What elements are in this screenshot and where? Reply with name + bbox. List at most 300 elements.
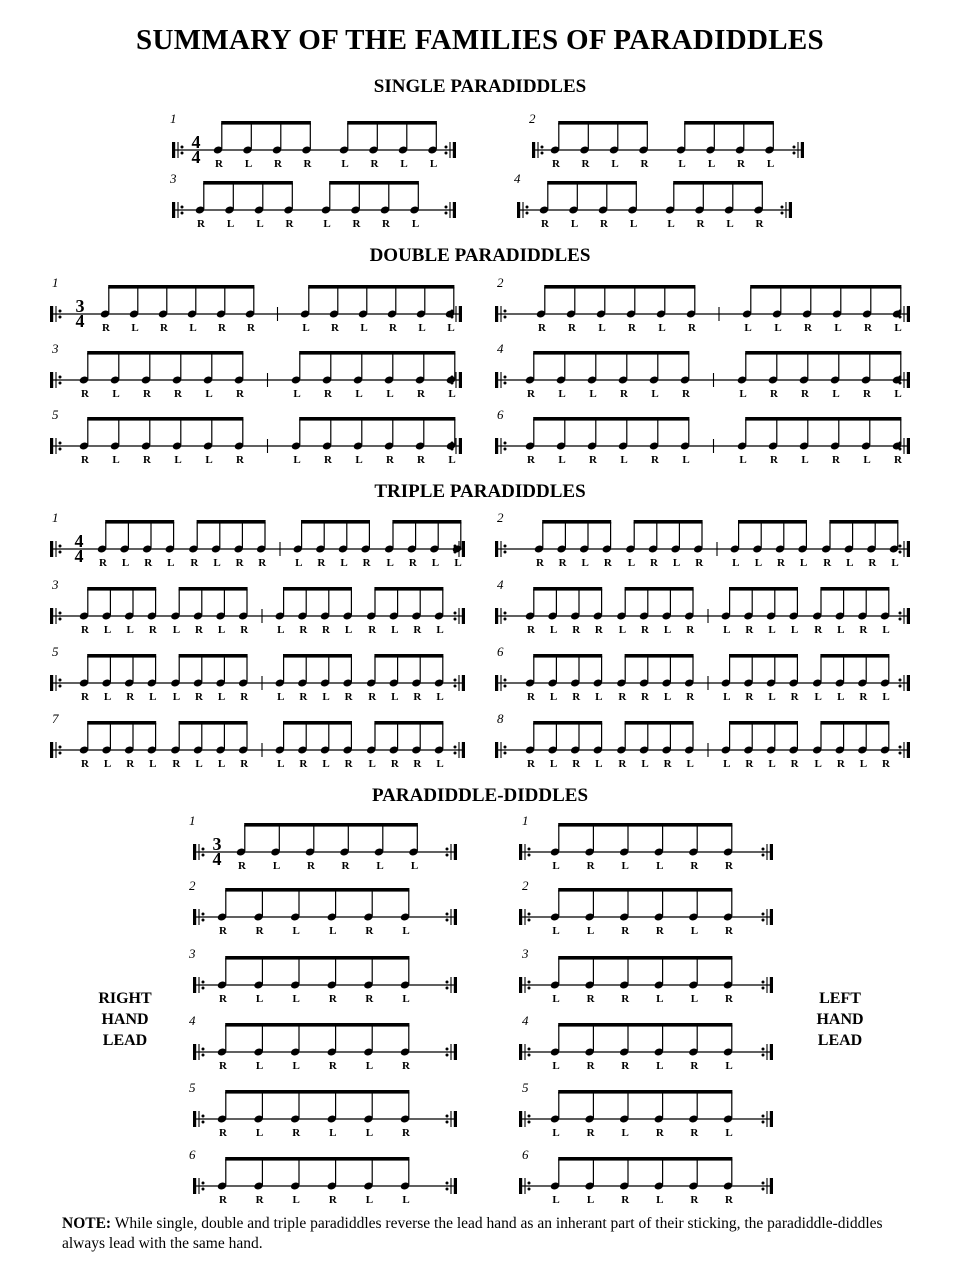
repeat-dot — [762, 848, 765, 851]
repeat-dot — [504, 376, 507, 379]
exercise-number: 4 — [497, 577, 504, 592]
sticking-letter: R — [527, 758, 535, 770]
sticking-letter: R — [328, 1060, 337, 1072]
sticking-letter: L — [295, 557, 303, 569]
beam — [533, 351, 689, 355]
exercise-pdd-right-5 — [189, 1080, 457, 1139]
sticking-letter: R — [365, 993, 374, 1005]
repeat-dot — [446, 848, 449, 851]
sticking-letter: L — [402, 1194, 410, 1206]
repeat-dot — [762, 854, 765, 857]
repeat-dot — [454, 612, 457, 615]
sticking-letter: L — [589, 388, 597, 400]
sticking-letter: L — [726, 218, 734, 230]
sticking-letter: L — [386, 557, 394, 569]
repeat-dot — [446, 1115, 449, 1118]
repeat-dot — [202, 1182, 205, 1185]
repeat-dot — [793, 146, 796, 149]
sticking-letter: L — [402, 993, 410, 1005]
sticking-letter: R — [572, 624, 581, 636]
exercise-triple-5 — [50, 644, 465, 703]
exercise-double-3 — [50, 341, 462, 400]
beam — [87, 654, 156, 658]
beam — [558, 956, 732, 960]
sticking-letter: L — [656, 993, 664, 1005]
beam — [625, 721, 694, 725]
repeat-dot — [202, 987, 205, 990]
sticking-letter: L — [365, 1194, 374, 1206]
end-repeat-thick-bar — [789, 202, 792, 218]
sticking-letter: R — [81, 388, 89, 400]
sticking-letter: L — [149, 691, 157, 703]
repeat-dot — [762, 1054, 765, 1057]
exercise-pdd-right-3 — [188, 946, 457, 1005]
sticking-letter: L — [244, 158, 253, 170]
end-repeat-thick-bar — [454, 977, 457, 993]
sticking-letter: R — [804, 322, 812, 334]
sticking-letter: R — [618, 758, 627, 770]
sticking-letter: L — [627, 557, 636, 569]
exercise-number: 2 — [522, 878, 529, 893]
sticking-letter: R — [143, 388, 151, 400]
start-repeat-thick-bar — [519, 977, 522, 993]
repeat-dot — [59, 448, 62, 451]
sticking-letter: R — [299, 624, 308, 636]
sticking-letter: L — [882, 691, 890, 703]
sticking-letter: L — [552, 1060, 560, 1072]
sticking-letter: L — [814, 758, 822, 770]
page-title: SUMMARY OF THE FAMILIES OF PARADIDDLES — [136, 24, 824, 56]
repeat-dot — [202, 1048, 205, 1051]
start-repeat-thick-bar — [532, 142, 535, 158]
sticking-letter: L — [611, 158, 619, 170]
sticking-letter: L — [277, 624, 285, 636]
sticking-letter: L — [255, 1060, 264, 1072]
repeat-dot — [528, 1054, 531, 1057]
beam — [673, 181, 763, 185]
repeat-dot — [762, 1188, 765, 1191]
exercise-number: 3 — [522, 946, 529, 961]
sticking-letter: L — [329, 1127, 337, 1139]
beam — [329, 181, 419, 185]
sticking-letter: R — [541, 218, 549, 230]
start-repeat-thick-bar — [193, 844, 196, 860]
sticking-letter: L — [103, 758, 112, 770]
repeat-dot — [899, 612, 902, 615]
beam — [533, 587, 602, 591]
exercise-single-3 — [169, 171, 456, 230]
exercise-number: 5 — [52, 407, 59, 422]
sticking-letter: L — [754, 557, 763, 569]
repeat-dot — [504, 752, 507, 755]
exercise-triple-6 — [495, 644, 910, 703]
sticking-letter: R — [370, 158, 379, 170]
exercise-number: 1 — [522, 813, 529, 828]
repeat-dot — [59, 442, 62, 445]
sticking-letter: R — [417, 454, 425, 466]
repeat-dot — [528, 987, 531, 990]
sticking-letter: L — [618, 624, 627, 636]
exercise-number: 2 — [497, 275, 504, 290]
repeat-dot — [181, 146, 184, 149]
repeat-dot — [59, 685, 62, 688]
sticking-letter: L — [725, 1060, 733, 1072]
sticking-letter: L — [174, 454, 182, 466]
repeat-dot — [528, 1048, 531, 1051]
repeat-dot — [528, 1182, 531, 1185]
sticking-letter: L — [323, 218, 331, 230]
exercise-pdd-left-3 — [519, 946, 773, 1005]
sticking-letter: R — [801, 388, 809, 400]
repeat-dot — [504, 310, 507, 313]
repeat-dot — [181, 206, 184, 209]
beam — [392, 520, 461, 524]
sticking-letter: L — [744, 322, 752, 334]
sticking-letter: L — [391, 624, 399, 636]
sticking-letter: R — [737, 158, 745, 170]
time-signature-bottom: 4 — [191, 147, 201, 167]
sticking-letter: L — [595, 758, 603, 770]
exercise-triple-4 — [495, 577, 910, 636]
sticking-letter: L — [656, 860, 664, 872]
start-repeat-thick-bar — [519, 1111, 522, 1127]
repeat-dot — [528, 981, 531, 984]
sticking-letter: R — [695, 557, 704, 569]
repeat-dot — [762, 1182, 765, 1185]
sticking-letter: L — [112, 388, 120, 400]
sticking-letter: L — [213, 557, 221, 569]
exercise-number: 4 — [497, 341, 504, 356]
time-signature-top: 4 — [74, 531, 84, 551]
repeat-dot — [781, 206, 784, 209]
beam — [347, 121, 437, 125]
exercise-number: 6 — [497, 644, 504, 659]
repeat-dot — [504, 448, 507, 451]
sticking-letter: R — [618, 691, 627, 703]
beam — [301, 520, 370, 524]
beam — [221, 121, 311, 125]
sticking-letter: L — [329, 925, 337, 937]
start-repeat-thick-bar — [193, 1178, 196, 1194]
sticking-letter: R — [417, 388, 425, 400]
end-repeat-thick-bar — [462, 675, 465, 691]
repeat-dot — [59, 679, 62, 682]
end-repeat-thick-bar — [770, 844, 773, 860]
beam — [820, 654, 889, 658]
exercise-number: 8 — [497, 711, 504, 726]
section-title-single: SINGLE PARADIDDLES — [373, 76, 587, 97]
sticking-letter: L — [131, 322, 139, 334]
repeat-dot — [528, 1188, 531, 1191]
sticking-letter: L — [663, 691, 672, 703]
exercise-number: 4 — [514, 171, 521, 186]
sticking-letter: R — [663, 758, 672, 770]
beam — [374, 721, 443, 725]
beam — [729, 587, 798, 591]
repeat-dot — [59, 376, 62, 379]
sticking-letter: R — [390, 758, 399, 770]
sticking-letter: R — [81, 624, 89, 636]
start-repeat-thick-bar — [519, 1178, 522, 1194]
sticking-letter: R — [725, 925, 733, 937]
sticking-letter: L — [365, 1127, 374, 1139]
repeat-dot — [504, 685, 507, 688]
sticking-letter: R — [328, 993, 337, 1005]
sticking-letter: R — [386, 454, 394, 466]
beam — [87, 721, 156, 725]
sticking-letter: L — [360, 322, 368, 334]
sticking-letter: R — [655, 1127, 664, 1139]
sticking-letter: R — [859, 691, 868, 703]
sticking-letter: R — [868, 557, 877, 569]
sticking-letter: L — [814, 691, 822, 703]
sticking-letter: L — [205, 454, 213, 466]
end-repeat-thick-bar — [453, 142, 456, 158]
beam — [299, 351, 455, 355]
exercise-number: 5 — [52, 644, 59, 659]
beam — [820, 587, 889, 591]
sticking-letter: L — [678, 158, 686, 170]
sticking-letter: L — [256, 218, 264, 230]
sticking-letter: L — [340, 557, 348, 569]
sticking-letter: L — [690, 993, 699, 1005]
end-repeat-thick-bar — [454, 844, 457, 860]
beam — [179, 721, 248, 725]
repeat-dot — [59, 310, 62, 313]
repeat-dot — [528, 919, 531, 922]
beam — [625, 654, 694, 658]
sticking-letter: R — [240, 624, 249, 636]
start-repeat-thick-bar — [50, 675, 53, 691]
repeat-dot — [899, 679, 902, 682]
exercise-single-4 — [514, 171, 792, 230]
exercise-number: 6 — [522, 1147, 529, 1162]
beam — [87, 587, 156, 591]
exercise-double-1 — [50, 275, 462, 334]
left-hand-lead-label: LEFT HAND LEAD — [816, 990, 864, 1049]
sticking-letter: L — [641, 758, 649, 770]
repeat-dot — [793, 152, 796, 155]
exercise-number: 2 — [529, 111, 536, 126]
exercise-number: 3 — [189, 946, 196, 961]
sticking-letter: R — [628, 322, 636, 334]
beam — [283, 654, 352, 658]
end-repeat-thick-bar — [454, 1111, 457, 1127]
sticking-letter: R — [641, 691, 649, 703]
sticking-letter: L — [732, 557, 740, 569]
sticking-letter: R — [368, 624, 377, 636]
start-repeat-thick-bar — [50, 306, 53, 322]
beam — [547, 181, 637, 185]
sticking-letter: R — [274, 158, 282, 170]
sticking-letter: R — [536, 557, 544, 569]
sticking-letter: R — [690, 1060, 699, 1072]
start-repeat-thick-bar — [172, 202, 175, 218]
end-repeat-thick-bar — [770, 909, 773, 925]
exercise-number: 4 — [189, 1013, 196, 1028]
sticking-letter: R — [344, 691, 353, 703]
sticking-letter: L — [217, 691, 226, 703]
start-repeat-thick-bar — [495, 675, 498, 691]
repeat-dot — [202, 848, 205, 851]
beam — [558, 1157, 732, 1161]
sticking-letter: L — [595, 691, 603, 703]
end-repeat-thick-bar — [462, 541, 465, 557]
repeat-dot — [445, 146, 448, 149]
sticking-letter: R — [586, 860, 595, 872]
sticking-letter: R — [389, 322, 397, 334]
section-title-double: DOUBLE PARADIDDLES — [369, 245, 591, 266]
repeat-dot — [528, 1115, 531, 1118]
end-repeat-thick-bar — [907, 608, 910, 624]
repeat-dot — [504, 442, 507, 445]
sticking-letter: L — [149, 758, 157, 770]
repeat-dot — [202, 1054, 205, 1057]
sticking-letter: L — [355, 454, 363, 466]
sticking-letter: R — [863, 388, 871, 400]
exercise-number: 4 — [522, 1013, 529, 1028]
sticking-letter: L — [549, 758, 558, 770]
sticking-letter: L — [302, 322, 310, 334]
repeat-dot — [526, 212, 529, 215]
sticking-letter: R — [299, 691, 308, 703]
sticking-letter: R — [236, 454, 244, 466]
beam — [374, 654, 443, 658]
sticking-letter: L — [723, 758, 731, 770]
sticking-letter: L — [436, 758, 444, 770]
sticking-letter: L — [651, 388, 659, 400]
section-title-paradiddle-diddles: PARADIDDLE-DIDDLES — [371, 785, 589, 806]
sticking-letter: R — [190, 557, 199, 569]
sticking-letter: L — [355, 388, 363, 400]
sticking-letter: R — [102, 322, 110, 334]
sticking-letter: R — [640, 158, 649, 170]
exercise-pdd-right-4 — [189, 1013, 457, 1072]
sticking-letter: L — [410, 860, 419, 872]
sticking-letter: L — [277, 691, 285, 703]
sticking-letter: L — [656, 1194, 664, 1206]
sticking-letter: L — [217, 758, 226, 770]
beam — [533, 654, 602, 658]
sticking-letter: L — [447, 322, 455, 334]
exercise-pdd-right-1 — [189, 813, 457, 872]
sticking-letter: L — [552, 860, 560, 872]
sticking-letter: R — [568, 322, 576, 334]
sticking-letter: L — [663, 624, 672, 636]
start-repeat-thick-bar — [495, 372, 498, 388]
exercise-number: 1 — [52, 510, 59, 525]
sticking-letter: L — [112, 454, 120, 466]
beam — [729, 721, 798, 725]
sticking-letter: L — [859, 758, 868, 770]
sticking-letter: L — [774, 322, 782, 334]
repeat-dot — [446, 854, 449, 857]
exercise-number: 1 — [170, 111, 177, 126]
repeat-dot — [528, 848, 531, 851]
repeat-dot — [445, 206, 448, 209]
sticking-letter: L — [768, 624, 776, 636]
end-repeat-thick-bar — [454, 1178, 457, 1194]
sticking-letter: L — [365, 1060, 374, 1072]
sticking-letter: R — [600, 218, 608, 230]
sticking-letter: R — [882, 758, 890, 770]
exercise-number: 1 — [189, 813, 196, 828]
sticking-letter: R — [696, 218, 705, 230]
sticking-letter: R — [552, 158, 560, 170]
beam — [225, 888, 409, 892]
sticking-letter: R — [572, 691, 581, 703]
end-repeat-thick-bar — [462, 742, 465, 758]
sticking-letter: R — [527, 624, 535, 636]
repeat-dot — [454, 685, 457, 688]
sticking-letter: R — [690, 1194, 699, 1206]
repeat-dot — [59, 545, 62, 548]
exercise-number: 7 — [52, 711, 59, 726]
sticking-letter: L — [126, 624, 134, 636]
end-repeat-thick-bar — [459, 372, 462, 388]
sticking-letter: R — [81, 454, 89, 466]
start-repeat-thick-bar — [50, 742, 53, 758]
sticking-letter: L — [376, 860, 384, 872]
sticking-letter: L — [391, 691, 399, 703]
sticking-letter: R — [235, 557, 244, 569]
repeat-dot — [504, 545, 507, 548]
sticking-letter: L — [723, 691, 731, 703]
beam — [283, 721, 352, 725]
sticking-letter: R — [686, 691, 695, 703]
sticking-letter: R — [240, 691, 249, 703]
beam — [684, 121, 774, 125]
sticking-letter: R — [413, 691, 422, 703]
exercise-pdd-left-2 — [519, 878, 773, 937]
start-repeat-thick-bar — [50, 372, 53, 388]
sticking-letter: L — [620, 454, 628, 466]
sticking-letter: R — [621, 925, 630, 937]
sticking-letter: R — [143, 454, 151, 466]
time-signature-bottom: 4 — [212, 849, 222, 869]
repeat-dot — [202, 1188, 205, 1191]
sticking-letter: R — [650, 557, 658, 569]
end-repeat-thick-bar — [453, 202, 456, 218]
repeat-dot — [899, 618, 902, 621]
sticking-letter: L — [621, 1127, 629, 1139]
sticking-letter: R — [255, 1194, 264, 1206]
sticking-letter: R — [307, 860, 315, 872]
beam — [533, 721, 602, 725]
sticking-letter: R — [770, 454, 778, 466]
sticking-letter: R — [365, 925, 374, 937]
sticking-letter: L — [552, 1194, 560, 1206]
start-repeat-thick-bar — [519, 1044, 522, 1060]
start-repeat-thick-bar — [495, 306, 498, 322]
repeat-dot — [446, 919, 449, 922]
exercise-double-2 — [495, 275, 910, 334]
exercise-number: 5 — [189, 1080, 196, 1095]
sticking-letter: L — [686, 758, 694, 770]
sticking-letter: L — [552, 993, 560, 1005]
sticking-letter: R — [236, 388, 244, 400]
end-repeat-thick-bar — [907, 438, 910, 454]
beam — [87, 417, 243, 421]
exercise-number: 2 — [189, 878, 196, 893]
exercise-single-1 — [170, 111, 456, 170]
beam — [374, 587, 443, 591]
sticking-letter: L — [790, 624, 799, 636]
repeat-dot — [504, 612, 507, 615]
sticking-letter: L — [690, 925, 699, 937]
beam — [729, 654, 798, 658]
sticking-letter: R — [527, 691, 535, 703]
